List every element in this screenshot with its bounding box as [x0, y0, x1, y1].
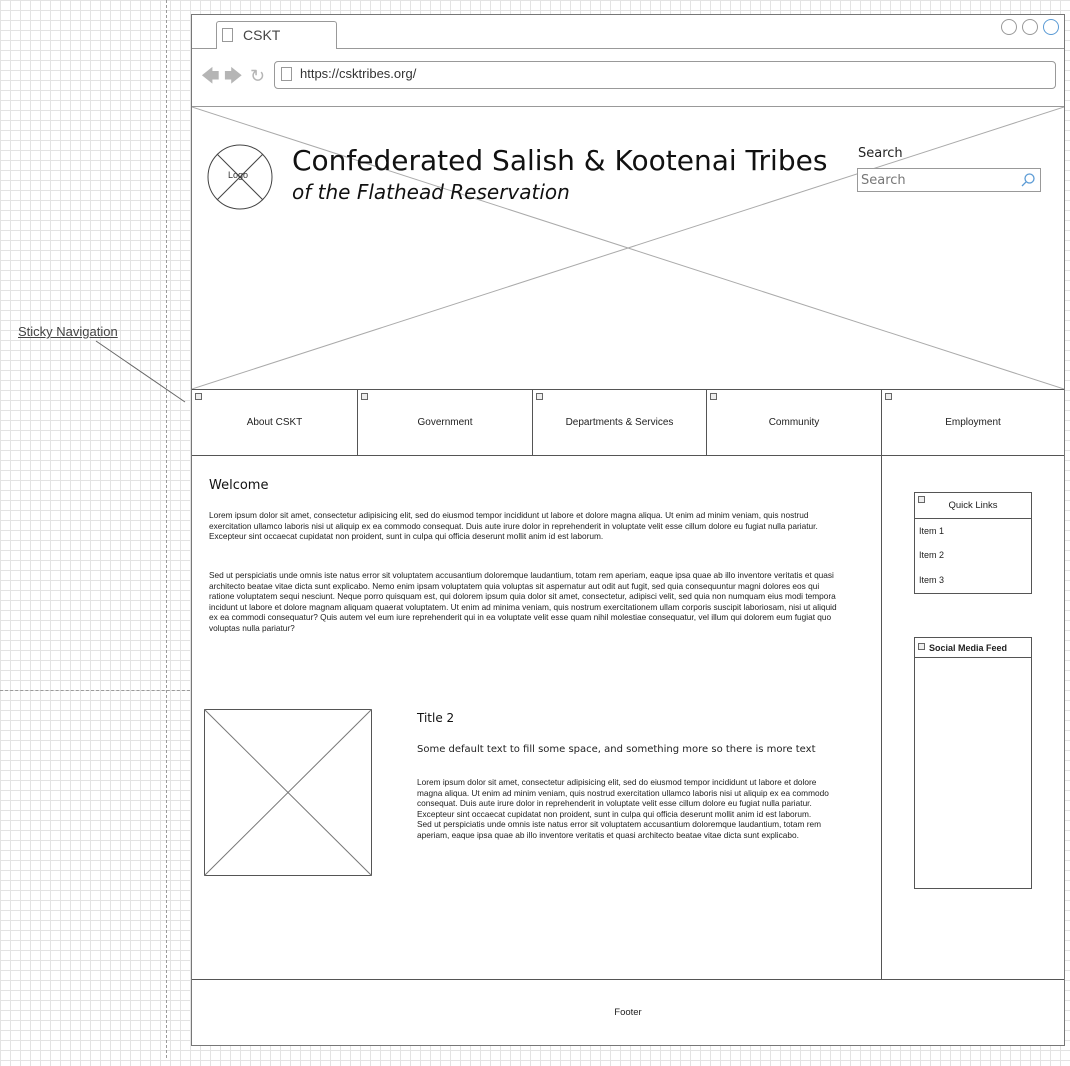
window-control-circle-active[interactable] — [1043, 19, 1059, 35]
tab-title: CSKT — [243, 27, 281, 43]
window-control-circle[interactable] — [1001, 19, 1017, 35]
welcome-heading: Welcome — [209, 478, 269, 493]
nav-item-label: Employment — [945, 417, 1001, 428]
search-label: Search — [858, 146, 903, 161]
section-paragraph: Sed ut perspiciatis unde omnis iste natus error sit voluptatem accusantium doloremque laudantium, totam rem aperiam, eaque ipsa quae ab illo inventore veritatis et quasi architecto beatae vitae dicta sunt explicabo. — [417, 819, 821, 840]
quick-link-item[interactable]: Item 1 — [919, 526, 945, 536]
welcome-paragraph: Lorem ipsum dolor sit amet, consectetur adipisicing elit, sed do eiusmod tempor incididunt ut labore et dolore magna aliqua. Ut enim ad minim veniam, quis nostrud exercitation ullamco laboris nisi ut aliquip ex ea commodo consequat. Duis aute irure dolor in reprehenderit in voluptate velit esse cillum dolore eu fugiat nulla pariatur. Excepteur sint occaecat cupidatat non proident, sunt in culpa qui officia deserunt mollit anim id est laborum. — [209, 510, 818, 541]
nav-item-label: Community — [768, 417, 820, 428]
search-icon[interactable] — [1020, 172, 1036, 188]
logo-label: Logo — [228, 170, 249, 180]
main-navigation — [192, 389, 1064, 456]
sidebar-divider — [881, 456, 882, 979]
nav-item-employment[interactable] — [882, 390, 1064, 455]
section-subtext: Some default text to fill some space, and something more so there is more text — [417, 744, 816, 755]
quick-link-item[interactable]: Item 2 — [919, 550, 945, 560]
section-body — [417, 777, 837, 840]
site-title: Confederated Salish & Kootenai Tribes — [292, 144, 828, 177]
nav-item-about[interactable] — [192, 390, 358, 455]
quick-links-widget — [914, 492, 1032, 594]
document-icon — [222, 28, 233, 42]
site-subtitle: of the Flathead Reservation — [292, 180, 570, 204]
nav-item-government[interactable] — [358, 390, 533, 455]
social-media-feed-title: Social Media Feed — [915, 638, 1031, 658]
url-text[interactable]: https://csktribes.org/ — [300, 66, 417, 81]
window-control-circle[interactable] — [1022, 19, 1038, 35]
footer-divider — [192, 979, 1064, 980]
search-input[interactable] — [858, 169, 1011, 191]
menu-item-icon — [361, 393, 368, 400]
reload-icon[interactable]: ↻ — [250, 66, 266, 86]
footer: Footer — [614, 1007, 642, 1018]
menu-item-icon — [885, 393, 892, 400]
sticky-nav-annotation: Sticky Navigation — [18, 324, 118, 339]
welcome-paragraph: Sed ut perspiciatis unde omnis iste natus error sit voluptatem accusantium doloremque laudantium, totam rem aperiam, eaque ipsa quae ab illo inventore veritatis et quasi architecto beatae vitae dicta sunt explicabo. Nemo enim ipsam voluptatem quia voluptas sit aspernatur aut odit aut fugit, sed quia consequuntur magni dolores eos qui ratione voluptatem sequi nesciunt. Neque porro quisquam est, qui dolorem ipsum quia dolor sit amet, consectetur, adipisci velit, sed quia non numquam eius modi tempora incidunt ut labore et dolore magnam aliquam quaerat voluptatem. Ut enim ad minima veniam, quis nostrum exercitationem ullam corporis suscipit laboriosam, nisi ut aliquid ex ea commodi consequatur? Quis autem vel eum iure reprehenderit qui in ea voluptate velit esse quam nihil molestiae consequatur, vel illum qui dolorem eum fugiat quo voluptas nulla pariatur? — [209, 570, 837, 633]
nav-item-label: Departments & Services — [565, 417, 674, 428]
quick-links-title: Quick Links — [915, 493, 1031, 519]
menu-item-icon — [195, 393, 202, 400]
layout-guide-vertical — [166, 0, 167, 1058]
nav-item-label: Government — [417, 417, 473, 428]
section-paragraph: Lorem ipsum dolor sit amet, consectetur adipisicing elit, sed do eiusmod tempor incididunt ut labore et dolore magna aliqua. Ut enim ad minim veniam, quis nostrud exercitation ullamco laboris nisi ut aliquip ex ea commodo consequat. Duis aute irure dolor in reprehenderit in voluptate velit esse cillum dolore eu fugiat nulla pariatur. Excepteur sint occaecat cupidatat non proident, sunt in culpa qui officia deserunt mollit anim id est laborum. — [417, 777, 829, 819]
menu-item-icon — [710, 393, 717, 400]
social-media-feed-widget — [914, 637, 1032, 889]
quick-link-item[interactable]: Item 3 — [919, 575, 945, 585]
forward-arrow-icon[interactable]: 🡆 — [224, 66, 243, 86]
layout-guide-horizontal — [0, 690, 190, 691]
image-placeholder — [204, 709, 372, 876]
nav-item-label: About CSKT — [246, 417, 303, 428]
nav-item-departments[interactable] — [533, 390, 707, 455]
menu-item-icon — [536, 393, 543, 400]
nav-item-community[interactable] — [707, 390, 882, 455]
search-box — [857, 168, 1041, 192]
section-title: Title 2 — [417, 711, 455, 725]
back-arrow-icon[interactable]: 🡄 — [201, 66, 220, 86]
page-icon — [281, 67, 292, 81]
